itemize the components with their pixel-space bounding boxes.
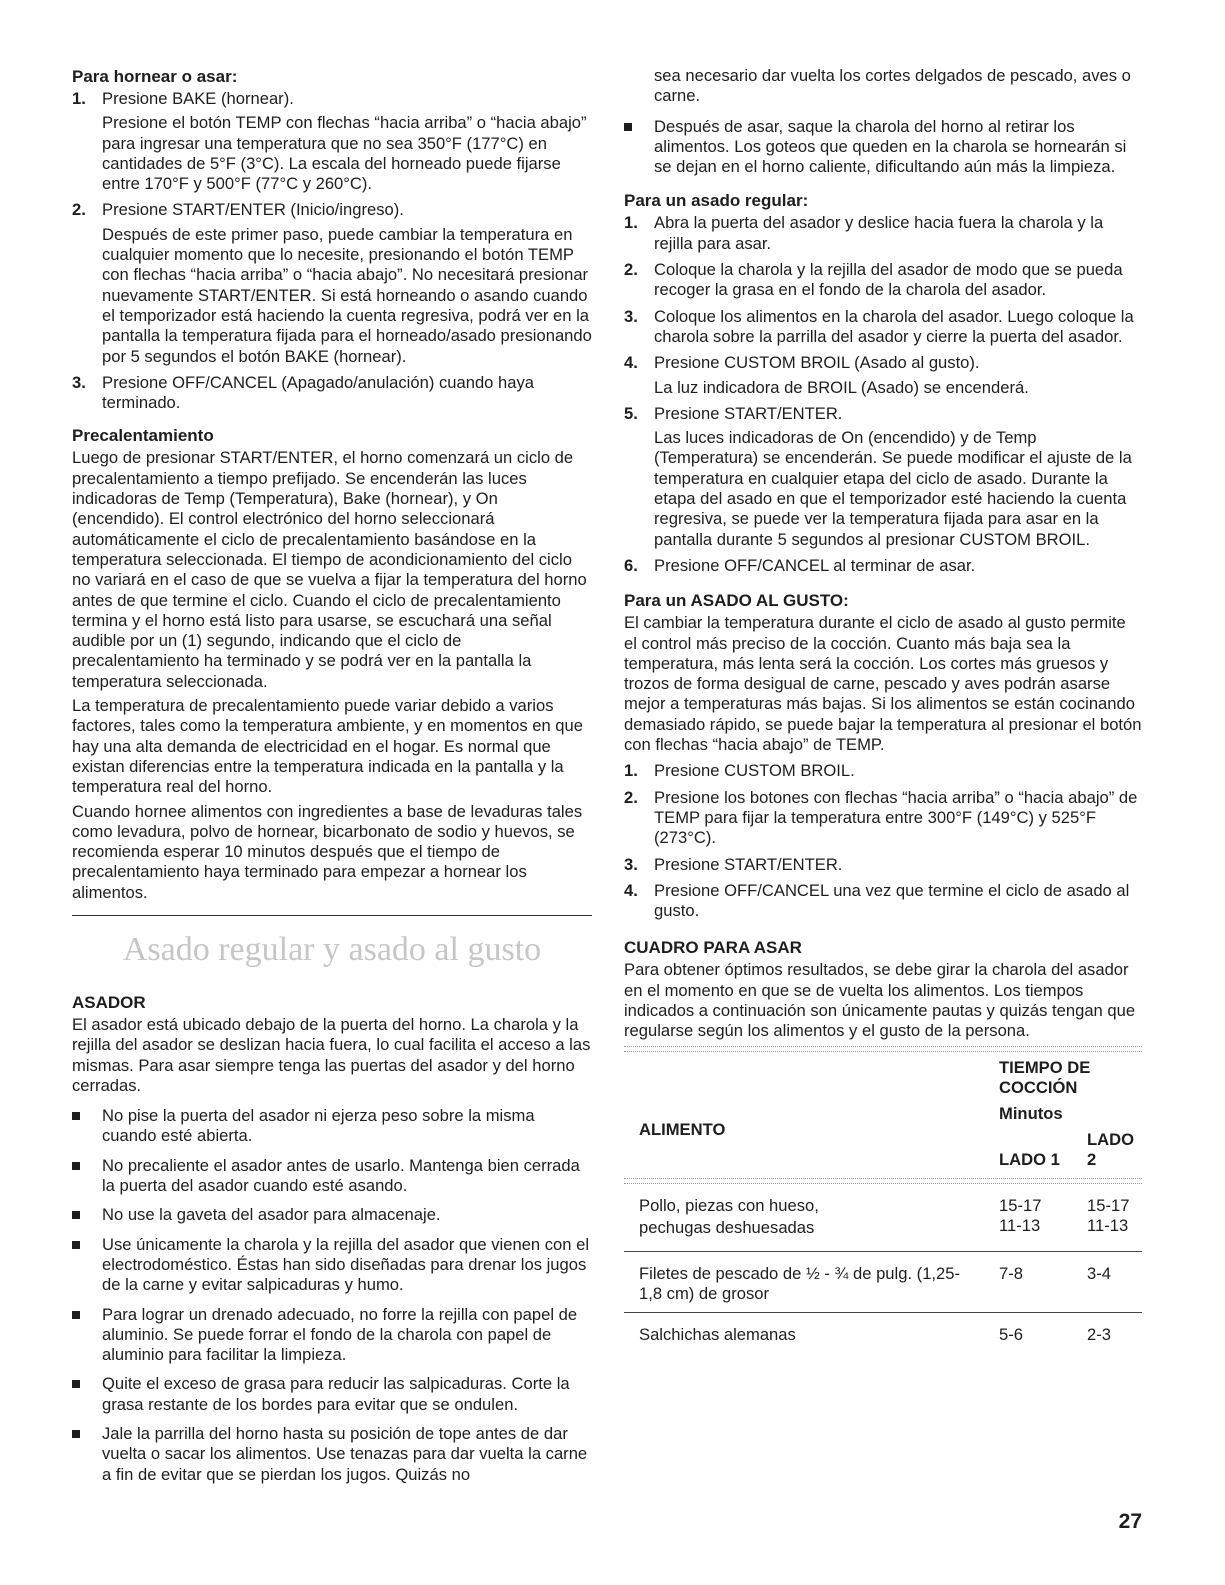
header-alimento — [624, 1052, 999, 1179]
list-item — [624, 260, 1142, 301]
bullet-icon — [72, 1311, 80, 1319]
table-row — [624, 1313, 1142, 1354]
step-number: 3. — [624, 306, 638, 326]
step-text: Presione OFF/CANCEL al terminar de asar. — [654, 555, 976, 575]
table-header-row — [624, 1052, 1142, 1124]
precalentamiento-heading: Precalentamiento — [72, 426, 214, 446]
step-number: 2. — [72, 200, 86, 220]
list-item — [624, 855, 1142, 875]
bullet-icon — [624, 123, 632, 131]
step-number: 2. — [624, 787, 638, 807]
step-text: Abra la puerta del asador y deslice hacia fuera la charola y la rejilla para asar. — [654, 213, 1104, 253]
step-number: 4. — [624, 353, 638, 373]
bullet-text: No use la gaveta del asador para almacenaje. — [102, 1205, 441, 1225]
bullet-text: No pise la puerta del asador ni ejerza peso sobre la misma cuando esté abierta. — [102, 1106, 535, 1146]
header-label: TIEMPO DE COCCIÓN — [999, 1057, 1091, 1097]
step-number: 5. — [624, 403, 638, 423]
list-item — [72, 1205, 592, 1225]
regular-heading: Para un asado regular: — [624, 191, 809, 211]
step-text: Presione START/ENTER. — [654, 854, 843, 874]
bullet-icon — [72, 1241, 80, 1249]
list-item — [624, 404, 1142, 550]
divider — [72, 915, 592, 916]
step-number: 2. — [624, 260, 638, 280]
right-column — [624, 66, 1142, 1354]
step-text: Presione CUSTOM BROIL. — [654, 761, 855, 781]
asador-bullets-cont — [624, 117, 1142, 178]
step-text: Coloque la charola y la rejilla del asador de modo que se pueda recoger la grasa en el fondo de la charola del asador. — [654, 260, 1123, 300]
cuadro-heading: CUADRO PARA ASAR — [624, 938, 802, 958]
food-cell: Pollo, piezas con hueso, — [639, 1196, 819, 1216]
list-item — [72, 373, 592, 414]
paragraph: Para obtener óptimos resultados, se debe girar la charola del asador en el momento en que se de vuelta los alimentos. Los tiempos indicados a continuación son únicamente pautas y quizás tengan que regularse según los alimentos y el gusto de la persona. — [624, 960, 1136, 1041]
list-item — [624, 556, 1142, 576]
step-number: 3. — [624, 854, 638, 874]
table-row — [624, 1216, 1142, 1251]
step-number: 6. — [624, 555, 638, 575]
list-item — [624, 881, 1142, 922]
bullet-icon — [72, 1112, 80, 1120]
asador-bullets — [72, 1106, 592, 1485]
side1-cell: 11-13 — [999, 1216, 1087, 1251]
paragraph: Luego de presionar START/ENTER, el horno comenzará un ciclo de precalentamiento a tiempo prefijado. Se encenderán las luces indicadoras de Temp (Temperatura), Bake (hornear), y On (encendido). El control electrónico del horno seleccionará automáticamente el ciclo de precalentamiento basándose en la temperatura seleccionada. El tiempo de acondicionamiento del ciclo no variará en el caso de que se vuelva a fijar la temperatura del horno antes de que termine el ciclo. Cuando el ciclo de precalentamiento termina y el horno está listo para usarse, se escuchará una señal audible por un (1) segundo, indicando que el ciclo de precalentamiento ha terminado y se podrá ver en la pantalla la temperatura seleccionada. — [72, 448, 587, 691]
bullet-icon — [72, 1211, 80, 1219]
step-text: Presione START/ENTER (Inicio/ingreso). — [102, 200, 404, 220]
step-text: Coloque los alimentos en la charola del asador. Luego coloque la charola sobre la parrilla del asador y cierre la puerta del asador. — [654, 306, 1134, 346]
list-item — [72, 1374, 592, 1415]
bullet-icon — [72, 1162, 80, 1170]
page-number: 27 — [1118, 1510, 1142, 1533]
list-item — [624, 117, 1142, 178]
bullet-text: Quite el exceso de grasa para reducir las salpicaduras. Corte la grasa restante de los bordes para evitar que se ondulen. — [102, 1374, 570, 1414]
step-text: Presione CUSTOM BROIL (Asado al gusto). — [654, 353, 980, 373]
step-number: 3. — [72, 372, 86, 392]
header-label: ALIMENTO — [639, 1119, 726, 1139]
food-cell: pechugas deshuesadas — [624, 1216, 999, 1251]
step-number: 1. — [72, 89, 86, 108]
bullet-icon — [72, 1380, 80, 1388]
side2-cell: 3-4 — [1087, 1251, 1142, 1313]
step-number: 1. — [624, 213, 638, 233]
step-detail: La luz indicadora de BROIL (Asado) se encenderá. — [654, 377, 1029, 397]
section-title: Asado regular y asado al gusto — [122, 930, 542, 968]
list-item — [624, 213, 1142, 254]
list-item — [72, 1305, 592, 1366]
step-number: 1. — [624, 761, 638, 781]
step-detail: Las luces indicadoras de On (encendido) y de Temp (Temperatura) se encenderán. Se puede modificar el ajuste de la temperatura en cualquier etapa del ciclo de asado. Durante la etapa del asado en que el temporizador esté haciendo la cuenta regresiva, se puede ver la temperatura fijada para asar en la pantalla durante 5 segundos al presionar CUSTOM BROIL. — [654, 428, 1132, 549]
table-row — [624, 1251, 1142, 1313]
paragraph: El asador está ubicado debajo de la puerta del horno. La charola y la rejilla del asador se deslizan hacia fuera, lo cual facilita el acceso a las mismas. Para asar siempre tenga las puertas del asador y del horno cerradas. — [72, 1014, 591, 1095]
table-row — [624, 1184, 1142, 1216]
bullet-text: Después de asar, saque la charola del horno al retirar los alimentos. Los goteos que queden en la charola se hornearán si se dejan en el horno caliente, dificultando aún más la limpieza. — [654, 116, 1127, 177]
step-text: Presione START/ENTER. — [654, 403, 843, 423]
food-cell: Filetes de pescado de ½ - ¾ de pulg. (1,25-1,8 cm) de grosor — [624, 1251, 999, 1313]
side1-cell: 15-17 — [999, 1196, 1042, 1216]
step-detail: Presione el botón TEMP con flechas “hacia arriba” o “hacia abajo” para ingresar una temperatura que no sea 350°F (177°C) en cantidades de 5°F (3°C). La escala del horneado puede fijarse entre 170°F y 500°F (77°C y 260°C). — [102, 113, 587, 194]
paragraph: Cuando hornee alimentos con ingredientes a base de levaduras tales como levadura, polvo de hornear, bicarbonato de sodio y huevos, se recomienda esperar 10 minutos después que el tiempo de precalentamiento haya terminado para empezar a hornear los alimentos. — [72, 801, 583, 902]
step-number: 4. — [624, 880, 638, 900]
side2-cell: 11-13 — [1087, 1216, 1142, 1251]
list-item — [624, 307, 1142, 348]
list-item — [72, 1106, 592, 1147]
step-text: Presione los botones con flechas “hacia arriba” o “hacia abajo” de TEMP para fijar la temperatura entre 300°F (149°C) y 525°F (273°C). — [654, 787, 1138, 848]
bullet-icon — [72, 1430, 80, 1438]
continuation-text: sea necesario dar vuelta los cortes delgados de pescado, aves o carne. — [654, 66, 1131, 106]
bullet-text: Use únicamente la charola y la rejilla del asador que vienen con el electrodoméstico. Éstas han sido diseñadas para drenar los jugos de la carne y evitar salpicaduras y humo. — [102, 1234, 590, 1295]
side2-cell: 2-3 — [1087, 1325, 1111, 1345]
header-lado2: LADO 2 — [1087, 1129, 1135, 1169]
header-tiempo — [999, 1052, 1142, 1124]
header-lado1: LADO 1 — [999, 1149, 1060, 1169]
list-item — [72, 200, 592, 366]
list-item — [72, 1156, 592, 1197]
list-item — [72, 1235, 592, 1296]
list-item — [72, 89, 592, 194]
hornear-steps — [72, 89, 592, 413]
list-item — [624, 353, 1142, 398]
regular-steps — [624, 213, 1142, 576]
step-text: Presione BAKE (hornear). — [102, 89, 294, 108]
side1-cell: 7-8 — [999, 1251, 1087, 1313]
side1-cell: 5-6 — [999, 1325, 1023, 1345]
bullet-text: Jale la parrilla del horno hasta su posición de tope antes de dar vuelta o sacar los alimentos. Use tenazas para dar vuelta la carne a fin de evitar que se pierdan los jugos. Quizás no — [102, 1424, 588, 1484]
paragraph: El cambiar la temperatura durante el ciclo de asado al gusto permite el control más preciso de la cocción. Cuanto más baja sea la temperatura, más lenta será la cocción. Los cortes más gruesos y trozos de forma desigual de carne, pescado y aves podrán asarse mejor a temperaturas más bajas. Si los alimentos se están cocinando demasiado rápido, se puede bajar la temperatura al presionar el botón con flechas “hacia abajo” de TEMP. — [624, 613, 1142, 755]
side2-cell: 15-17 — [1087, 1196, 1130, 1216]
gusto-steps — [624, 761, 1142, 921]
list-item — [624, 761, 1142, 781]
cooking-table — [624, 1052, 1142, 1354]
bullet-text: No precaliente el asador antes de usarlo. Mantenga bien cerrada la puerta del asador cuando esté asando. — [102, 1155, 580, 1196]
paragraph: La temperatura de precalentamiento puede variar debido a varios factores, tales como la temperatura ambiente, y en momentos en que hay una alta demanda de electricidad en el hogar. Es normal que existan diferencias entre la temperatura indicada en la pantalla y la temperatura real del horno. — [72, 696, 583, 797]
left-column — [72, 66, 592, 1494]
asador-heading: ASADOR — [72, 992, 146, 1012]
food-cell: Salchichas alemanas — [639, 1325, 796, 1345]
bullet-text: Para lograr un drenado adecuado, no forre la rejilla con papel de aluminio. Se puede forrar el fondo de la charola con papel de aluminio para facilitar la limpieza. — [102, 1304, 578, 1365]
step-text: Presione OFF/CANCEL una vez que termine el ciclo de asado al gusto. — [654, 880, 1130, 921]
list-item — [624, 788, 1142, 849]
list-item — [72, 1424, 592, 1485]
step-text: Presione OFF/CANCEL (Apagado/anulación) cuando haya terminado. — [102, 372, 534, 413]
hornear-heading: Para hornear o asar: — [72, 67, 238, 86]
gusto-heading: Para un ASADO AL GUSTO: — [624, 591, 849, 611]
header-minutes: Minutos — [999, 1103, 1063, 1123]
step-detail: Después de este primer paso, puede cambiar la temperatura en cualquier momento que lo necesite, presionando el botón TEMP con flechas “hacia arriba” o “hacia abajo”. No necesitará presionar nuevamente START/ENTER. Si está horneando o asando cuando el temporizador está haciendo la cuenta regresiva, podrá ver en la pantalla la temperatura fijada para el horneado/asado presionando por 5 segundos el botón BAKE (hornear). — [102, 224, 592, 366]
